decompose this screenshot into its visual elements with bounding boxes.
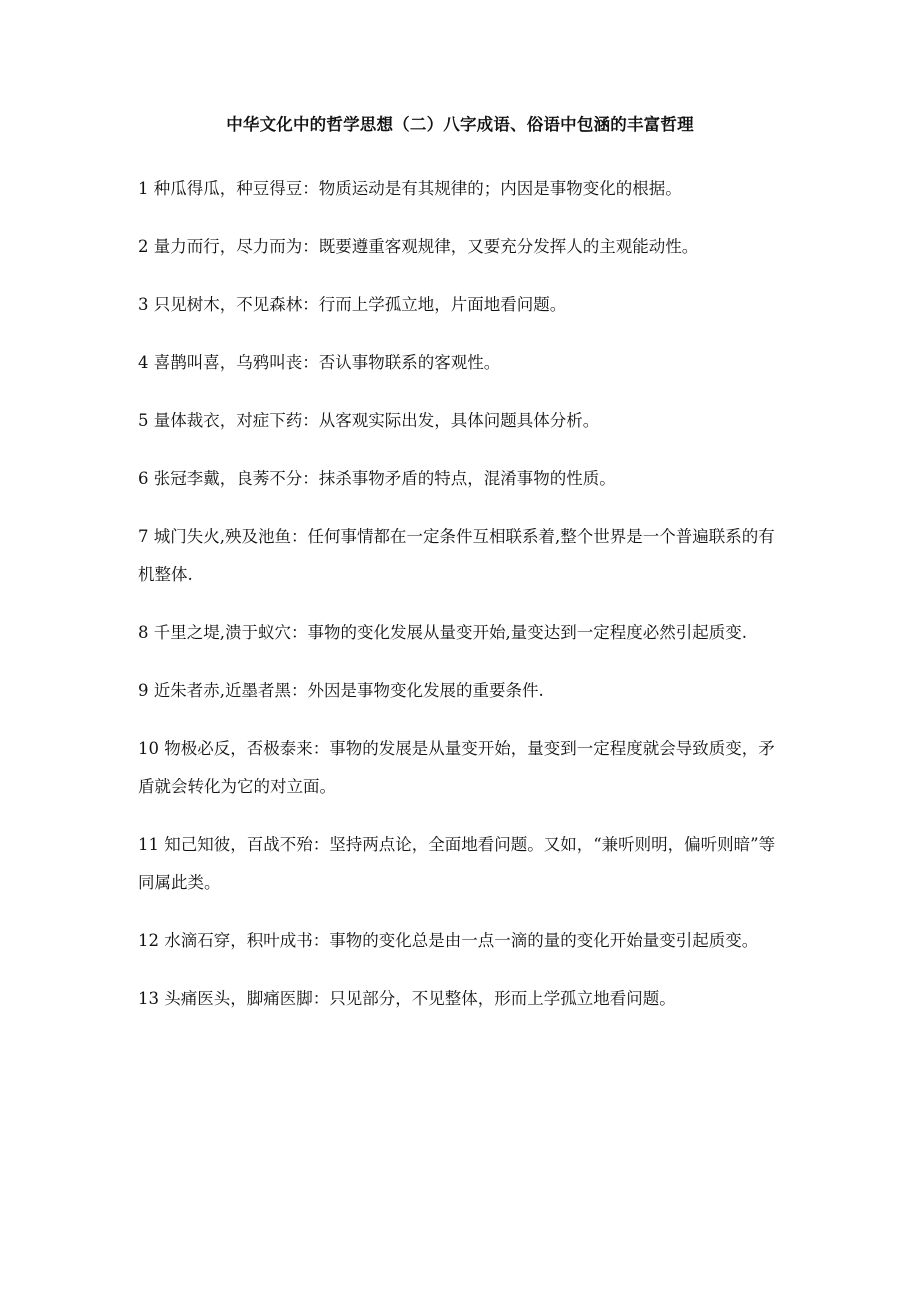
entry-4: 4 喜鹊叫喜，乌鸦叫丧：否认事物联系的客观性。 (138, 353, 501, 372)
entry-13: 13 头痛医头，脚痛医脚：只见部分，不见整体，形而上学孤立地看问题。 (138, 989, 676, 1008)
entry-2: 2 量力而行，尽力而为：既要遵重客观规律，又要充分发挥人的主观能动性。 (138, 237, 699, 256)
entry-1: 1 种瓜得瓜，种豆得豆：物质运动是有其规律的；内因是事物变化的根据。 (138, 179, 682, 198)
entry-8: 8 千里之堤,溃于蚁穴：事物的变化发展从量变开始,量变达到一定程度必然引起质变. (138, 623, 747, 642)
entry-12: 12 水滴石穿，积叶成书：事物的变化总是由一点一滴的量的变化开始量变引起质变。 (138, 931, 759, 950)
entry-6: 6 张冠李戴，良莠不分：抹杀事物矛盾的特点，混淆事物的性质。 (138, 469, 616, 488)
document-title: 中华文化中的哲学思想（二）八字成语、俗语中包涵的丰富哲理 (226, 115, 694, 134)
entry-5: 5 量体裁衣，对症下药：从客观实际出发，具体问题具体分析。 (138, 411, 600, 430)
entry-7: 7 城门失火,殃及池鱼：任何事情都在一定条件互相联系着,整个世界是一个普遍联系的有机整体. (138, 527, 775, 584)
entry-10: 10 物极必反，否极泰来：事物的发展是从量变开始，量变到一定程度就会导致质变，矛盾就会转化为它的对立面。 (138, 739, 775, 796)
entry-3: 3 只见树木，不见森林：行而上学孤立地，片面地看问题。 (138, 295, 567, 314)
entry-list (138, 170, 788, 1038)
entry-11: 11 知己知彼，百战不殆：坚持两点论，全面地看问题。又如，“兼听则明，偏听则暗”等同属此类。 (138, 835, 776, 892)
entry-9: 9 近朱者赤,近墨者黑：外因是事物变化发展的重要条件. (138, 681, 544, 700)
